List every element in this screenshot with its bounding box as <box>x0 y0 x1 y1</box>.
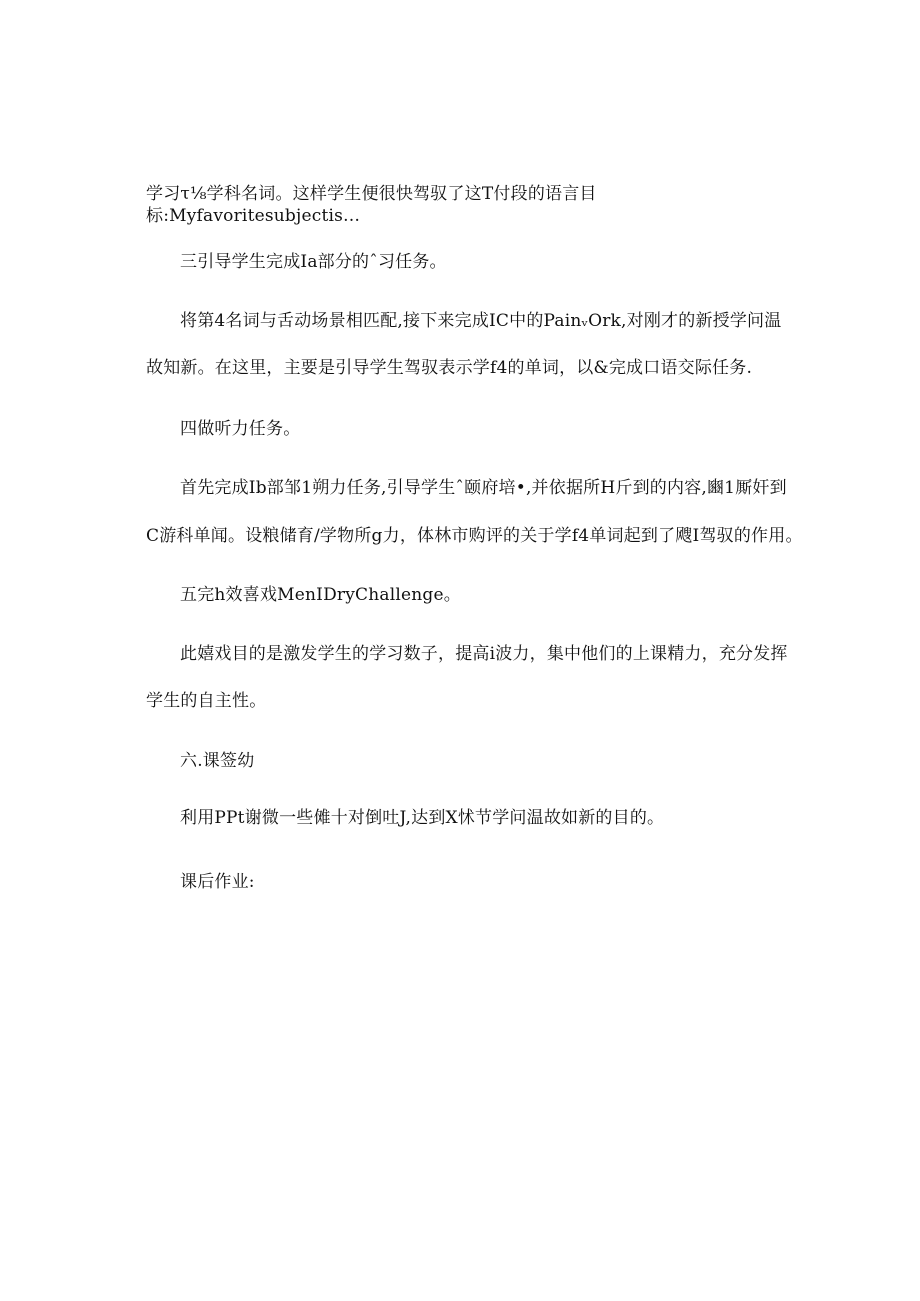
paragraph-line-2: 标:Myfavoritesubjectis… <box>146 206 361 226</box>
homework-heading: 课后作业: <box>180 872 255 892</box>
paragraph-line-5: 故知新。在这里，主要是引导学生驾驭表示学f4的单词，以&完成口语交际任务. <box>146 358 753 378</box>
section-heading-5: 五完h效喜戏MenIDryChallenge。 <box>180 585 461 605</box>
paragraph-line-8: C游科单闻。设粮储育/学物所g力，体林市购评的关于学f4单词起到了飕I驾驭的作用。 <box>146 526 803 546</box>
paragraph-line-10: 此嬉戏目的是激发学生的学习数子，提高i波力，集中他们的上课精力，充分发挥 <box>180 644 788 664</box>
section-heading-3: 三引导学生完成Ia部分的ˆ习任务。 <box>180 252 447 272</box>
paragraph-line-11: 学生的自主性。 <box>146 691 267 711</box>
section-heading-4: 四做听力任务。 <box>180 419 301 439</box>
paragraph-line-7: 首先完成Ib部邹1朔力任务,引导学生ˆ颐府培•,并依据所H斤到的内容,豳1厮奸到 <box>180 478 787 498</box>
paragraph-line-13: 利用PPt谢微一些傩十对倒吐J,达到X怵节学问温故如新的目的。 <box>180 808 665 828</box>
paragraph-line-4: 将第4名词与舌动场景相匹配,接下来完成IC中的PainᵥOrk,对刚才的新授学问温 <box>180 311 782 331</box>
paragraph-line-1: 学习τ⅛学科名词。这样学生便很快驾驭了这T付段的语言目 <box>146 184 597 204</box>
section-heading-6: 六.课签幼 <box>180 751 255 771</box>
